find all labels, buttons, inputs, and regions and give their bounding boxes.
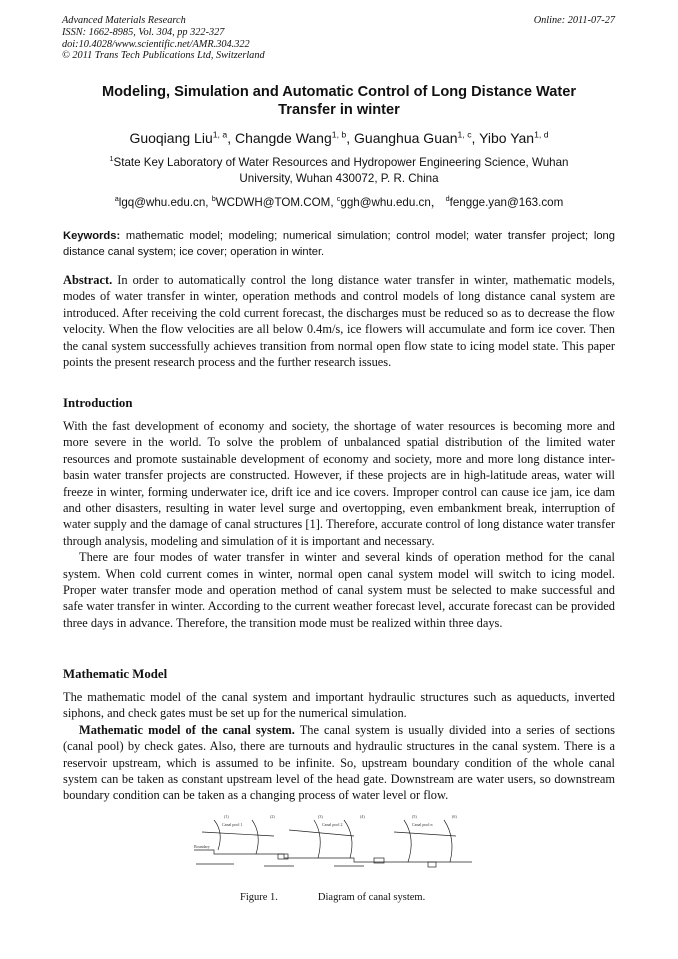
- math-model-body: [63, 689, 615, 804]
- abstract: [63, 272, 615, 370]
- author-sup: 1, d: [534, 129, 549, 140]
- introduction-body: [63, 418, 615, 631]
- author-name: Yibo Yan: [479, 130, 535, 146]
- email-sup: b: [211, 194, 216, 204]
- copyright-line: © 2011 Trans Tech Publications Ltd, Switzerland: [62, 50, 265, 62]
- canal-system-diagram: [194, 812, 472, 870]
- pool-label-1: Canal pool 1: [222, 822, 243, 827]
- author-sup: 1, c: [457, 129, 472, 140]
- author-name: Changde Wang: [234, 130, 332, 146]
- figure-label: Figure 1.: [240, 892, 278, 903]
- figure-sub-label: (2): [270, 814, 275, 819]
- email-link[interactable]: fengge.yan@163.com: [449, 196, 564, 209]
- email-link[interactable]: lgq@whu.edu.cn,: [118, 196, 212, 209]
- boundary-label: Boundary: [194, 844, 210, 849]
- title-line-2: Transfer in winter: [278, 102, 400, 118]
- email-sup: d: [445, 194, 450, 204]
- figure-caption: [240, 892, 425, 903]
- pool-label-n: Canal pool n: [412, 822, 433, 827]
- author-name: Guoqiang Liu: [129, 130, 213, 146]
- email-link[interactable]: WCDWH@TOM.COM,: [215, 196, 337, 209]
- math-paragraph-2-text: The canal system is usually divided into a series of sections (canal pool) by check gates. Also, there are turnouts and hydraulic structures in the canal system. There is a reservoir upstream, which is assumed to be infinite. So, upstream boundary condition of the whole canal system can be taken as constant upstream level of the head gate. Downstream are water users, so downstream boundary condition can be taken as a changing process of water level or flow.: [63, 722, 615, 803]
- abstract-label: Abstract.: [63, 273, 113, 287]
- affiliation-line-2: University, Wuhan 430072, P. R. China: [239, 172, 439, 185]
- email-sup: a: [114, 194, 119, 204]
- keywords: [63, 228, 615, 260]
- email-link[interactable]: ggh@whu.edu.cn，: [340, 196, 443, 209]
- online-date: Online: 2011-07-27: [533, 15, 615, 26]
- author-sup: 1, b: [331, 129, 347, 140]
- intro-paragraph-1: With the fast development of economy and society, the shortage of water resources is becoming more and more severe in the world. To solve the problem of unbalanced spatial distribution of the limited water resources and promote sustainable development of economy and society, more and more long distance inter-basin water transfer projects are constructed. However, if these projects are in high-latitude areas, water will freeze in winter, forming underwater ice, drift ice and ice covers. Improper control can cause ice jam, ice dam and other disasters, resulting in water level surge and overtopping, even embankment break, interruption of water supply and the damage of canal structures [1]. Therefore, accurate control of long distance water transfer through analysis, modeling and simulation of it is important and necessary.: [63, 419, 615, 548]
- section-heading-introduction: Introduction: [63, 396, 133, 410]
- math-paragraph-1: The mathematic model of the canal system and important hydraulic structures such as aqueducts, inverted siphons, and check gates must be set up for the numerical simulation.: [63, 690, 615, 721]
- figure-sub-label: (1): [224, 814, 229, 819]
- issn-line: ISSN: 1662-8985, Vol. 304, pp 322-327: [62, 26, 225, 38]
- email-list: [40, 194, 638, 210]
- title-line-1: Modeling, Simulation and Automatic Control of Long Distance Water: [101, 84, 577, 100]
- math-paragraph-2-label: Mathematic model of the canal system.: [79, 722, 295, 737]
- doi-line: doi:10.4028/www.scientific.net/AMR.304.322: [62, 38, 250, 50]
- section-heading-mathematic-model: Mathematic Model: [63, 667, 168, 681]
- keywords-label: Keywords:: [63, 230, 121, 242]
- affiliation-sup: 1: [109, 154, 114, 164]
- paper-title: [70, 83, 608, 119]
- intro-paragraph-2: There are four modes of water transfer in winter and several kinds of operation method for the canal system. When cold current comes in winter, normal open canal system model will switch to icing model. Proper water transfer mode and operation method of canal system must be selected to make successful and safe water transfer in winter. According to the current weather forecast level, accurate forecast can be provided three days in advance. Therefore, the transition mode must be realized within three days.: [63, 550, 615, 630]
- affiliation-line-1: State Key Laboratory of Water Resources and Hydropower Engineering Science, Wuhan: [113, 156, 569, 169]
- keywords-text: mathematic model; modeling; numerical simulation; control model; water transfer project; long distance canal system; ice cover; operation in winter.: [63, 230, 615, 258]
- email-sup: c: [336, 194, 341, 204]
- journal-header: [62, 15, 265, 62]
- figure-sub-label: (5): [412, 814, 417, 819]
- author-sup: 1, a: [212, 129, 228, 140]
- pool-label-2: Canal pool 2: [322, 822, 343, 827]
- journal-name: Advanced Materials Research: [62, 15, 186, 26]
- author-list: Guoqiang Liu$^{1, a}$, Changde Wang$^{1, b}$, Guanghua Guan$^{1, c}$, Yibo Yan$^{1, d}$: [129, 129, 549, 146]
- author-name: Guanghua Guan: [354, 130, 458, 146]
- figure-sub-label: (6): [452, 814, 457, 819]
- affiliation: [70, 155, 608, 187]
- figure-caption-text: Diagram of canal system.: [317, 892, 426, 903]
- abstract-text: In order to automatically control the long distance water transfer in winter, mathematic models, modes of water transfer in winter, operation methods and control models of long distance canal system are introduced. After receiving the cold current forecast, the discharges must be reduced so as to decrease the flow velocity. When the flow velocities are all below 0.4m/s, ice flowers will accumulate and form ice cover. Then the canal system successfully achieves transition from normal open flow state to icing model state. This paper points the present research process and the further research issues.: [63, 273, 615, 370]
- figure-sub-label: (3): [318, 814, 323, 819]
- figure-sub-label: (4): [360, 814, 365, 819]
